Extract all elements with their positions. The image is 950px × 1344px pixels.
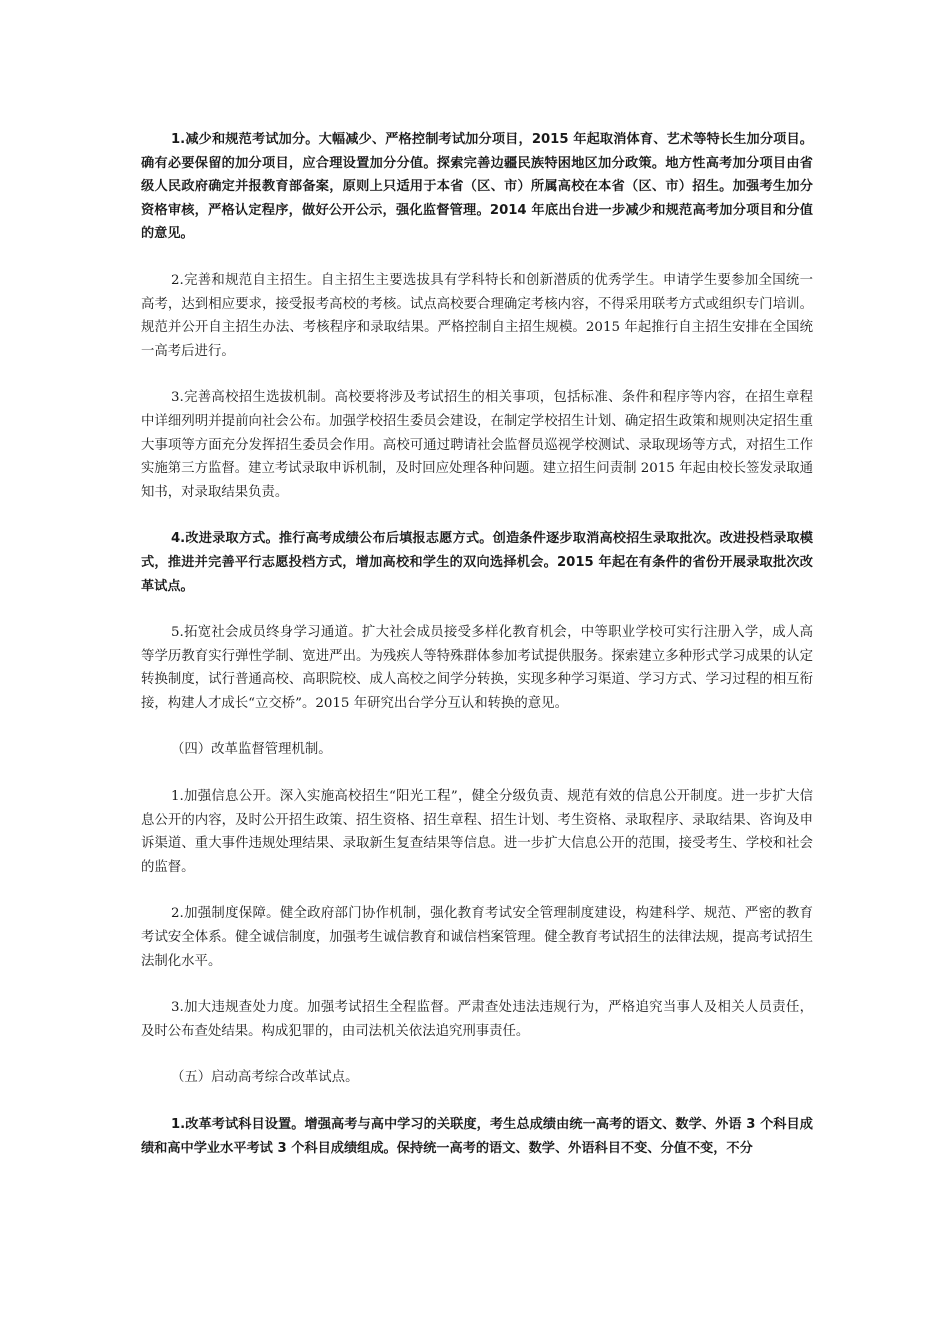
paragraph-information-disclosure: 1.加强信息公开。深入实施高校招生“阳光工程”，健全分级负责、规范有效的信息公开制度。进一步扩大信息公开的内容，及时公开招生政策、招生资格、招生章程、招生计划、考生资格、录取程序、录取结果、咨询及申诉渠道、重大事件违规处理结果、录取新生复查结果等信息。进一步扩大信息公开的范围，接受考生、学校和社会的监督。 bbox=[141, 789, 813, 875]
section-heading-pilot-reform: （五）启动高考综合改革试点。 bbox=[171, 1070, 359, 1086]
section-heading-supervision: （四）改革监督管理机制。 bbox=[171, 742, 332, 758]
paragraph-reduce-bonus-points: 1.减少和规范考试加分。大幅减少、严格控制考试加分项目，2015 年起取消体育、艺术等特长生加分项目。确有必要保留的加分项目，应合理设置加分分值。探索完善边疆民族特困地区加分政策。地方性高考加分项目由省级人民政府确定并报教育部备案，原则上只适用于本省（区、市）所属高校在本省（区、市）招生。加强考生加分资格审核，严格认定程序，做好公开公示，强化监督管理。2014 年底出台进一步减少和规范高考加分项目和分值的意见。 bbox=[141, 132, 813, 242]
paragraph-subject-setting: 1.改革考试科目设置。增强高考与高中学习的关联度，考生总成绩由统一高考的语文、数学、外语 3 个科目成绩和高中学业水平考试 3 个科目成绩组成。保持统一高考的语文、数学、外语科目不变、分值不变，不分 bbox=[141, 1117, 813, 1156]
paragraph-lifelong-learning: 5.拓宽社会成员终身学习通道。扩大社会成员接受多样化教育机会，中等职业学校可实行注册入学，成人高等学历教育实行弹性学制、宽进严出。为残疾人等特殊群体参加考试提供服务。探索建立多种形式学习成果的认定转换制度，试行普通高校、高职院校、成人高校之间学分转换，实现多种学习渠道、学习方式、学习过程的相互衔接，构建人才成长“立交桥”。2015 年研究出台学分互认和转换的意见。 bbox=[141, 625, 813, 711]
paragraph-independent-enrollment: 2.完善和规范自主招生。自主招生主要选拔具有学科特长和创新潜质的优秀学生。申请学生要参加全国统一高考，达到相应要求，接受报考高校的考核。试点高校要合理确定考核内容，不得采用联考方式或组织专门培训。规范并公开自主招生办法、考核程序和录取结果。严格控制自主招生规模。2015 年起推行自主招生安排在全国统一高考后进行。 bbox=[141, 272, 813, 359]
paragraph-violation-punishment: 3.加大违规查处力度。加强考试招生全程监督。严肃查处违法违规行为，严格追究当事人及相关人员责任，及时公布查处结果。构成犯罪的，由司法机关依法追究刑事责任。 bbox=[141, 1000, 813, 1039]
paragraph-institutional-guarantee: 2.加强制度保障。健全政府部门协作机制，强化教育考试安全管理制度建设，构建科学、规范、严密的教育考试安全体系。健全诚信制度，加强考生诚信教育和诚信档案管理。健全教育考试招生的法律法规，提高考试招生法制化水平。 bbox=[141, 906, 813, 969]
paragraph-admission-method: 4.改进录取方式。推行高考成绩公布后填报志愿方式。创造条件逐步取消高校招生录取批次。改进投档录取模式，推进并完善平行志愿投档方式，增加高校和学生的双向选择机会。2015 年起在有条件的省份开展录取批次改革试点。 bbox=[141, 531, 813, 594]
paragraph-selection-mechanism: 3.完善高校招生选拔机制。高校要将涉及考试招生的相关事项，包括标准、条件和程序等内容，在招生章程中详细列明并提前向社会公布。加强学校招生委员会建设，在制定学校招生计划、确定招生政策和规则决定招生重大事项等方面充分发挥招生委员会作用。高校可通过聘请社会监督员巡视学校测试、录取现场等方式，对招生工作实施第三方监督。建立考试录取申诉机制，及时回应处理各种问题。建立招生问责制 2015 年起由校长签发录取通知书，对录取结果负责。 bbox=[141, 390, 813, 500]
document-page bbox=[141, 128, 813, 1160]
